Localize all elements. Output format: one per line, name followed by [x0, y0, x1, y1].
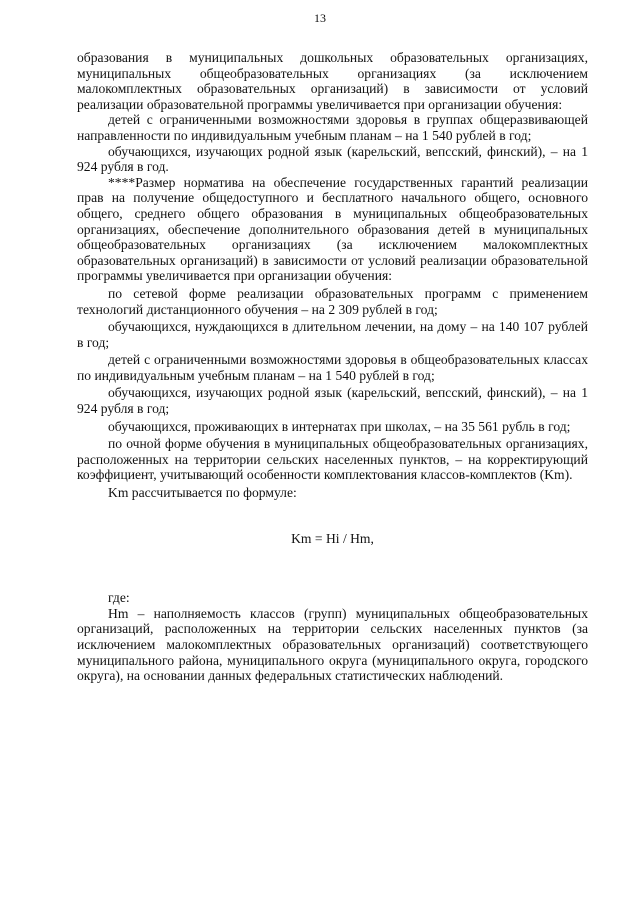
paragraph-native-language-preschool: обучающихся, изучающих родной язык (карельский, вепсский, финский), – на 1 924 рубля в год.: [77, 143, 588, 175]
paragraph-native-language-school: обучающихся, изучающих родной язык (карельский, вепсский, финский), – на 1 924 рубля в год;: [77, 385, 588, 417]
formula-km: Km = Hi / Hm,: [291, 530, 374, 546]
paragraph-rural-fulltime: по очной форме обучения в муниципальных общеобразовательных организациях, расположенных на территории сельских населенных пунктов, – на корректирующий коэффициент, учитывающий особенности комплектования классов-комплектов (Km).: [77, 436, 588, 483]
paragraph-continuation: образования в муниципальных дошкольных образовательных организациях, муниципальных общеобразовательных организациях (за исключением малокомплектных образовательных организаций) в зависимости от условий реализации образовательной программы увеличивается при организации обучения:: [77, 50, 588, 112]
document-body: [77, 50, 588, 684]
paragraph-boarding-schools: обучающихся, проживающих в интернатах при школах, – на 35 561 рубль в год;: [108, 418, 571, 434]
paragraph-home-treatment: обучающихся, нуждающихся в длительном лечении, на дому – на 140 107 рублей в год;: [77, 319, 588, 350]
paragraph-hm-definition: Hm – наполняемость классов (групп) муниципальных общеобразовательных организаций, расположенных на территории сельских населенных пунктов (за исключением малокомплектных образовательных организаций) соответствующего муниципального района, муниципального округа (муниципального округа, городского округа), на основании данных федеральных статистических наблюдений.: [77, 605, 588, 684]
paragraph-disabled-children-classes: детей с ограниченными возможностями здоровья в общеобразовательных классах по индивидуальным учебным планам – на 1 540 рублей в год;: [77, 352, 588, 383]
paragraph-network-distance: по сетевой форме реализации образовательных программ с применением технологий дистанционного обучения – на 2 309 рублей в год;: [77, 285, 588, 317]
paragraph-where: где:: [108, 590, 130, 606]
paragraph-disabled-children-groups: детей с ограниченными возможностями здоровья в группах общеразвивающей направленности по индивидуальным учебным планам – на 1 540 рублей в год;: [77, 112, 588, 143]
page-number: 13: [314, 11, 326, 25]
paragraph-norm-size: ****Размер норматива на обеспечение государственных гарантий реализации прав на получение общедоступного и бесплатного начального общего, основного общего, среднего общего образования в муниципальных общеобразовательных организациях, обеспечение дополнительного образования детей в муниципальных общеобразовательных организациях (за исключением малокомплектных образовательных организаций) в зависимости от условий реализации образовательной программы увеличивается при организации обучения:: [77, 174, 588, 284]
paragraph-km-formula-intro: Km рассчитывается по формуле:: [108, 485, 297, 501]
